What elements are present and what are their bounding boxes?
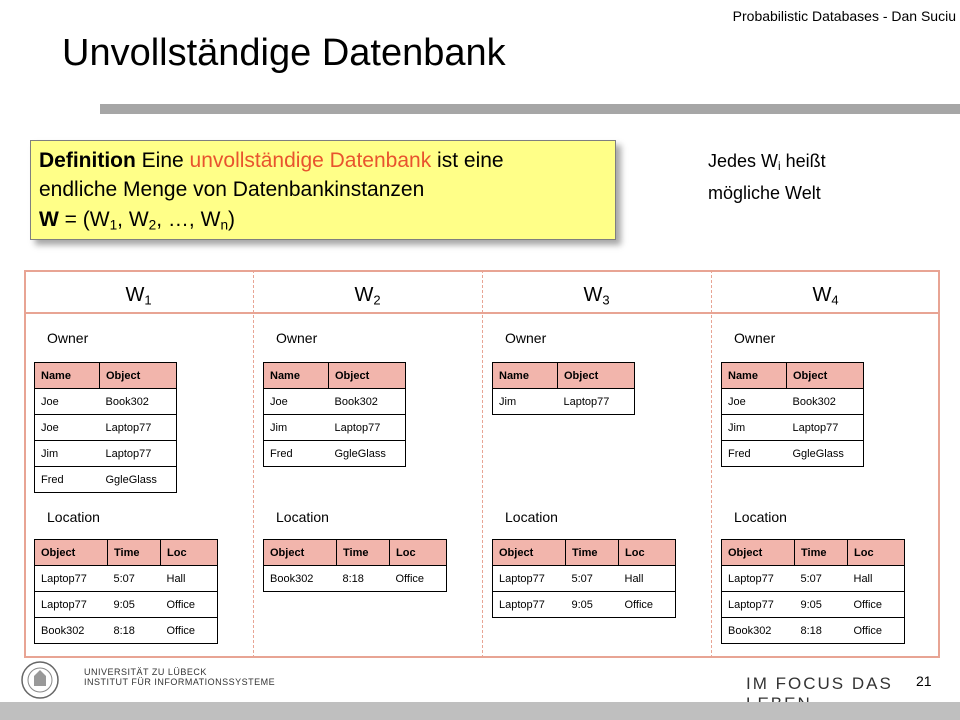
table-cell: 9:05: [108, 592, 161, 618]
column-header: Loc: [848, 540, 905, 566]
owner-table: [492, 362, 635, 415]
table-cell: 9:05: [566, 592, 619, 618]
side-note-line-1: [708, 148, 826, 180]
column-header: Name: [264, 363, 329, 389]
table-row: [264, 415, 406, 441]
table-cell: Joe: [35, 415, 100, 441]
table-cell: Office: [619, 592, 676, 618]
world-name: W: [125, 284, 145, 306]
table-cell: Joe: [35, 389, 100, 415]
world-header-4: [711, 284, 940, 307]
side-note-line-2: mögliche Welt: [708, 182, 821, 203]
table-cell: 5:07: [108, 566, 161, 592]
table-cell: Fred: [722, 441, 787, 467]
location-table: [263, 539, 447, 592]
column-header: Object: [264, 540, 337, 566]
table-cell: GgleGlass: [329, 441, 406, 467]
column-header: Time: [566, 540, 619, 566]
table-row: [722, 618, 905, 644]
column-header: Object: [100, 363, 177, 389]
sub-n: n: [220, 217, 229, 233]
definition-close: ): [228, 208, 236, 231]
definition-line-2: endliche Menge von Datenbankinstanzen: [39, 178, 425, 201]
column-header: Loc: [619, 540, 676, 566]
header-note: Probabilistic Databases - Dan Suciu: [732, 8, 956, 24]
table-cell: Office: [848, 592, 905, 618]
footer-bar: [0, 702, 960, 720]
column-header: Loc: [161, 540, 218, 566]
table-cell: Book302: [35, 618, 108, 644]
table-cell: 8:18: [795, 618, 848, 644]
definition-post: ist eine: [431, 149, 504, 172]
definition-c1: , W: [117, 208, 149, 231]
sub-1: 1: [109, 217, 118, 233]
table-cell: Book302: [264, 566, 337, 592]
column-header: Name: [35, 363, 100, 389]
column-header: Object: [558, 363, 635, 389]
world-sub: 3: [602, 292, 610, 308]
world-sub: 1: [144, 292, 152, 308]
table-cell: Hall: [619, 566, 676, 592]
table-row: [35, 467, 177, 493]
side-note-sub: i: [778, 159, 781, 173]
table-cell: Book302: [329, 389, 406, 415]
table-row: [722, 415, 864, 441]
column-header: Object: [493, 540, 566, 566]
title-rule: [100, 104, 960, 114]
owner-label: Owner: [47, 330, 89, 346]
owner-label: Owner: [734, 330, 776, 346]
side-note-post: heißt: [780, 151, 826, 171]
table-row: [264, 566, 447, 592]
table-cell: Office: [161, 618, 218, 644]
location-table: [721, 539, 905, 644]
column-header: Name: [722, 363, 787, 389]
table-cell: Office: [161, 592, 218, 618]
table-cell: Laptop77: [35, 592, 108, 618]
table-row: [35, 389, 177, 415]
table-cell: Joe: [264, 389, 329, 415]
table-row: [35, 592, 218, 618]
table-row: [493, 389, 635, 415]
location-label: Location: [734, 509, 787, 525]
university-logo: [20, 660, 76, 705]
table-row: [264, 441, 406, 467]
owner-label: Owner: [276, 330, 318, 346]
table-cell: GgleGlass: [100, 467, 177, 493]
definition-highlight: unvollständige Datenbank: [189, 149, 432, 172]
table-cell: Laptop77: [722, 566, 795, 592]
owner-table: [721, 362, 864, 467]
table-row: [722, 592, 905, 618]
definition-line-3: [39, 208, 235, 232]
column-header: Time: [108, 540, 161, 566]
table-cell: Hall: [848, 566, 905, 592]
table-cell: Hall: [161, 566, 218, 592]
location-table: [492, 539, 676, 618]
world-sub: 4: [831, 292, 839, 308]
side-note-pre: Jedes W: [708, 151, 779, 171]
owner-table: [34, 362, 177, 493]
table-cell: Office: [390, 566, 447, 592]
definition-w: W: [39, 208, 59, 231]
table-row: [35, 441, 177, 467]
table-cell: Book302: [722, 618, 795, 644]
table-row: [35, 566, 218, 592]
table-cell: Book302: [100, 389, 177, 415]
table-cell: 8:18: [108, 618, 161, 644]
world-separator: [482, 270, 484, 658]
table-cell: Laptop77: [787, 415, 864, 441]
definition-box: [30, 140, 616, 240]
table-row: [493, 592, 676, 618]
slogan: IM FOCUS DAS: [746, 674, 893, 693]
world-header-2: [253, 284, 482, 307]
page-number: 21: [916, 673, 932, 689]
world-name: W: [583, 284, 603, 306]
table-cell: Laptop77: [493, 566, 566, 592]
table-row: [722, 566, 905, 592]
university-line-2: INSTITUT FÜR INFORMATIONSSYSTEME: [84, 677, 276, 687]
column-header: Name: [493, 363, 558, 389]
location-table: [34, 539, 218, 644]
table-cell: Laptop77: [329, 415, 406, 441]
table-cell: Laptop77: [722, 592, 795, 618]
world-separator: [711, 270, 713, 658]
table-cell: Laptop77: [493, 592, 566, 618]
table-row: [35, 415, 177, 441]
table-cell: Book302: [787, 389, 864, 415]
university-name: [84, 667, 275, 687]
definition-pre: Eine: [135, 149, 190, 172]
column-header: Object: [329, 363, 406, 389]
world-name: W: [812, 284, 832, 306]
table-cell: Jim: [722, 415, 787, 441]
table-cell: Office: [848, 618, 905, 644]
table-row: [722, 441, 864, 467]
definition-eq: = (W: [58, 208, 110, 231]
location-label: Location: [505, 509, 558, 525]
table-cell: 9:05: [795, 592, 848, 618]
owner-table: [263, 362, 406, 467]
table-cell: 5:07: [566, 566, 619, 592]
column-header: Object: [787, 363, 864, 389]
column-header: Time: [337, 540, 390, 566]
table-cell: GgleGlass: [787, 441, 864, 467]
university-line-1: UNIVERSITÄT ZU LÜBECK: [84, 667, 207, 677]
table-cell: 8:18: [337, 566, 390, 592]
sub-2: 2: [148, 217, 157, 233]
table-cell: Jim: [35, 441, 100, 467]
table-row: [722, 389, 864, 415]
owner-label: Owner: [505, 330, 547, 346]
world-name: W: [354, 284, 374, 306]
location-label: Location: [47, 509, 100, 525]
table-cell: Fred: [264, 441, 329, 467]
table-cell: Laptop77: [35, 566, 108, 592]
table-cell: Laptop77: [100, 441, 177, 467]
location-label: Location: [276, 509, 329, 525]
column-header: Object: [35, 540, 108, 566]
column-header: Object: [722, 540, 795, 566]
side-note: [708, 148, 826, 206]
table-cell: Jim: [493, 389, 558, 415]
column-header: Time: [795, 540, 848, 566]
table-row: [493, 566, 676, 592]
world-separator: [253, 270, 255, 658]
table-cell: Joe: [722, 389, 787, 415]
table-row: [264, 389, 406, 415]
world-header-1: [24, 284, 253, 307]
table-cell: Laptop77: [558, 389, 635, 415]
definition-c2: , …, W: [156, 208, 221, 231]
table-cell: Laptop77: [100, 415, 177, 441]
table-cell: Fred: [35, 467, 100, 493]
page-title: Unvollständige Datenbank: [62, 32, 506, 74]
table-cell: 5:07: [795, 566, 848, 592]
definition-word: Definition: [39, 149, 136, 172]
world-header-3: [482, 284, 711, 307]
definition-line-1: [39, 149, 504, 173]
table-cell: Jim: [264, 415, 329, 441]
table-row: [35, 618, 218, 644]
column-header: Loc: [390, 540, 447, 566]
world-sub: 2: [373, 292, 381, 308]
